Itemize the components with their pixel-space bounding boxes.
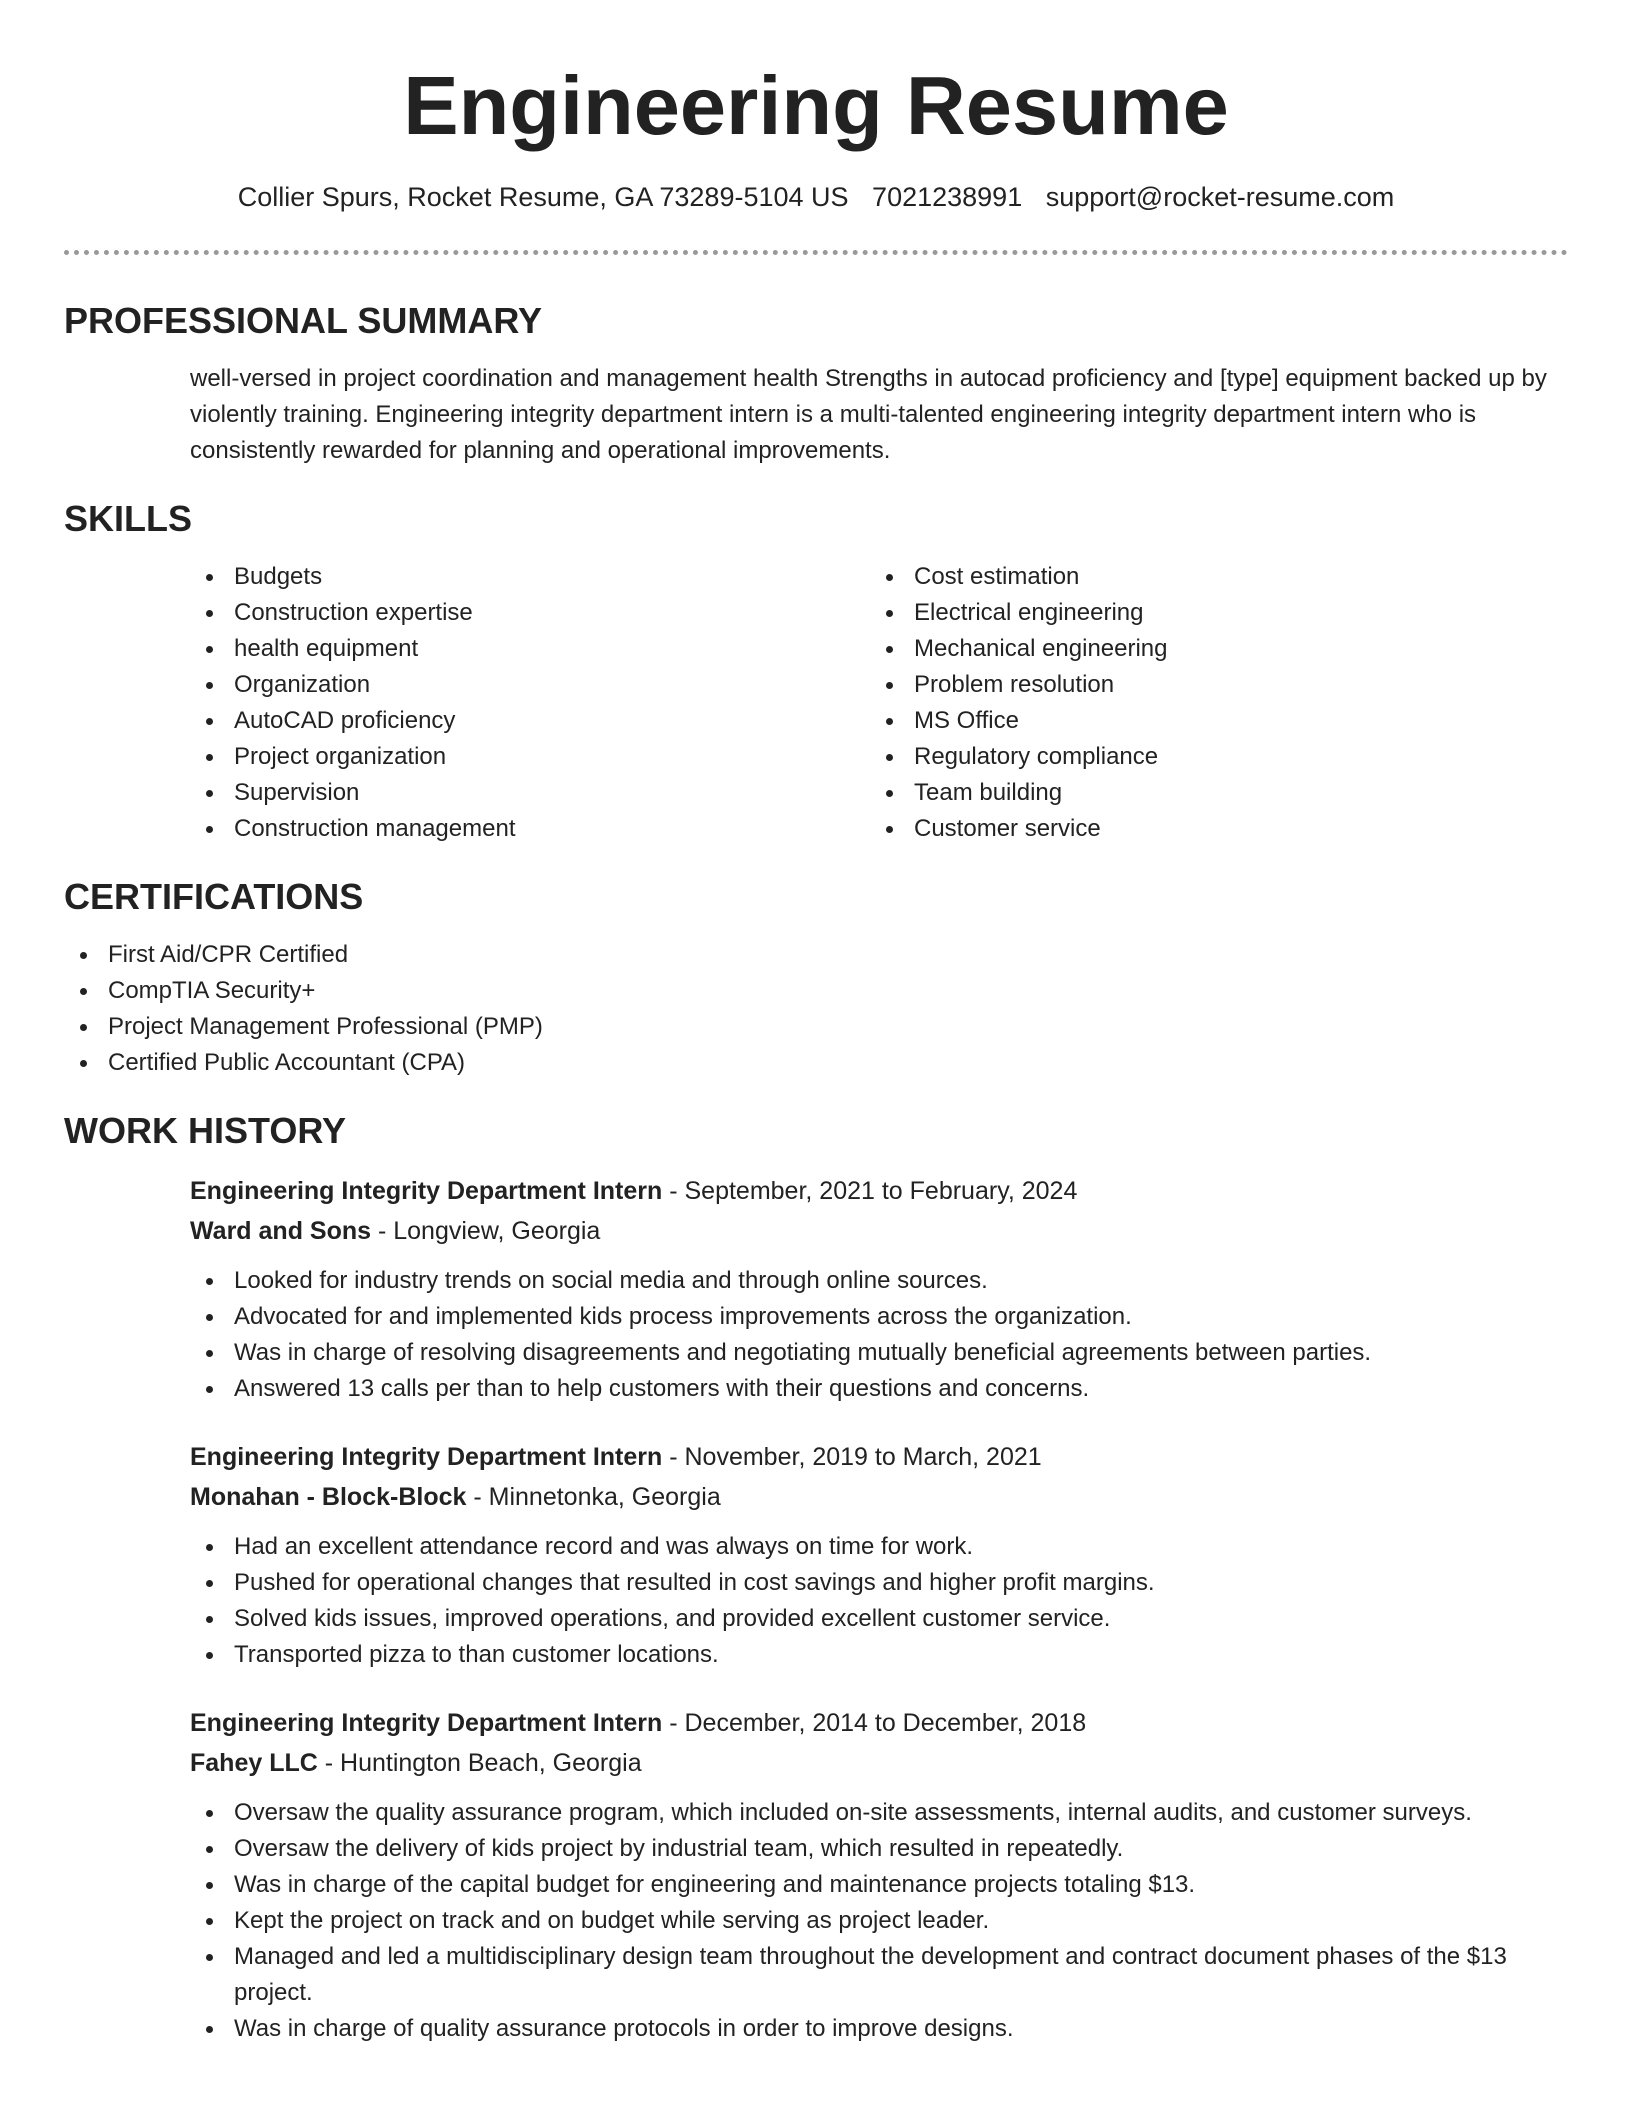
job-title-line	[190, 1171, 1568, 1211]
job-bullet: Had an excellent attendance record and was always on time for work.	[190, 1529, 1568, 1565]
job-location: - Huntington Beach, Georgia	[317, 1749, 642, 1777]
certification-item: First Aid/CPR Certified	[64, 937, 1568, 973]
summary-section	[64, 299, 1568, 469]
summary-heading: PROFESSIONAL SUMMARY	[64, 300, 543, 341]
job-dates: - November, 2019 to March, 2021	[662, 1443, 1042, 1471]
header-divider	[64, 250, 1568, 255]
job-bullet: Pushed for operational changes that resulted in cost savings and higher profit margins.	[190, 1565, 1568, 1601]
job-bullet: Advocated for and implemented kids process improvements across the organization.	[190, 1299, 1568, 1335]
job-company-line	[190, 1477, 1568, 1517]
job-entry	[190, 1171, 1568, 1407]
skill-item: Customer service	[870, 811, 1550, 847]
job-bullet: Was in charge of the capital budget for engineering and maintenance projects totaling $13.	[190, 1867, 1568, 1903]
skill-item: Mechanical engineering	[870, 631, 1550, 667]
work-history-section	[64, 1109, 1568, 2047]
job-company-line	[190, 1211, 1568, 1251]
skill-item: Electrical engineering	[870, 595, 1550, 631]
job-bullet: Was in charge of resolving disagreements and negotiating mutually beneficial agreements between parties.	[190, 1335, 1568, 1371]
job-location: - Longview, Georgia	[371, 1217, 601, 1245]
job-company: Monahan - Block-Block	[190, 1483, 467, 1511]
summary-text: well-versed in project coordination and management health Strengths in autocad proficiency and [type] equipment backed up by violently training. Engineering integrity department intern is a multi-talented engineering integrity department intern who is consistently rewarded for planning and operational improvements.	[190, 365, 1547, 464]
job-bullet: Managed and led a multidisciplinary design team throughout the development and contract document phases of the $13 project.	[190, 1939, 1568, 2011]
job-bullet: Looked for industry trends on social media and through online sources.	[190, 1263, 1568, 1299]
certifications-list	[64, 937, 1568, 1081]
skill-item: Construction expertise	[190, 595, 870, 631]
job-company-line	[190, 1743, 1568, 1783]
job-title-line	[190, 1437, 1568, 1477]
job-bullet: Was in charge of quality assurance protocols in order to improve designs.	[190, 2011, 1568, 2047]
skills-section	[64, 497, 1568, 847]
job-entry	[190, 1437, 1568, 1673]
certification-item: CompTIA Security+	[64, 973, 1568, 1009]
job-title: Engineering Integrity Department Intern	[190, 1709, 663, 1737]
skills-heading: SKILLS	[64, 498, 193, 539]
skill-item: Construction management	[190, 811, 870, 847]
job-bullets	[190, 1795, 1568, 2047]
job-title-line	[190, 1703, 1568, 1743]
certification-item: Certified Public Accountant (CPA)	[64, 1045, 1568, 1081]
job-bullet: Answered 13 calls per than to help customers with their questions and concerns.	[190, 1371, 1568, 1407]
job-bullet: Transported pizza to than customer locations.	[190, 1637, 1568, 1673]
work-history-heading: WORK HISTORY	[64, 1110, 347, 1151]
resume-title: Engineering Resume	[403, 59, 1229, 152]
skill-item: Cost estimation	[870, 559, 1550, 595]
job-title: Engineering Integrity Department Intern	[190, 1443, 663, 1471]
skill-item: AutoCAD proficiency	[190, 703, 870, 739]
job-bullet: Oversaw the quality assurance program, which included on-site assessments, internal audits, and customer surveys.	[190, 1795, 1568, 1831]
skills-right-column	[870, 559, 1550, 847]
skill-item: Supervision	[190, 775, 870, 811]
skill-item: Regulatory compliance	[870, 739, 1550, 775]
job-bullets	[190, 1263, 1568, 1407]
contact-address: Collier Spurs, Rocket Resume, GA 73289-5104 US	[237, 182, 849, 212]
contact-line	[64, 180, 1568, 214]
contact-email: support@rocket-resume.com	[1045, 182, 1395, 212]
job-bullet: Solved kids issues, improved operations, and provided excellent customer service.	[190, 1601, 1568, 1637]
skill-item: Budgets	[190, 559, 870, 595]
job-dates: - December, 2014 to December, 2018	[662, 1709, 1087, 1737]
job-entry	[190, 1703, 1568, 2047]
contact-phone: 7021238991	[872, 182, 1023, 212]
job-title: Engineering Integrity Department Intern	[190, 1177, 663, 1205]
certification-item: Project Management Professional (PMP)	[64, 1009, 1568, 1045]
skill-item: MS Office	[870, 703, 1550, 739]
job-bullet: Oversaw the delivery of kids project by industrial team, which resulted in repeatedly.	[190, 1831, 1568, 1867]
job-location: - Minnetonka, Georgia	[466, 1483, 721, 1511]
skill-item: Project organization	[190, 739, 870, 775]
skill-item: Team building	[870, 775, 1550, 811]
job-bullet: Kept the project on track and on budget while serving as project leader.	[190, 1903, 1568, 1939]
skills-left-column	[190, 559, 870, 847]
skills-list	[190, 559, 1568, 847]
skill-item: Organization	[190, 667, 870, 703]
job-dates: - September, 2021 to February, 2024	[662, 1177, 1078, 1205]
job-company: Fahey LLC	[190, 1749, 318, 1777]
certifications-heading: CERTIFICATIONS	[64, 876, 364, 917]
job-bullets	[190, 1529, 1568, 1673]
certifications-section	[64, 875, 1568, 1081]
job-company: Ward and Sons	[190, 1217, 372, 1245]
resume-page	[64, 0, 1568, 2112]
skill-item: Problem resolution	[870, 667, 1550, 703]
skill-item: health equipment	[190, 631, 870, 667]
